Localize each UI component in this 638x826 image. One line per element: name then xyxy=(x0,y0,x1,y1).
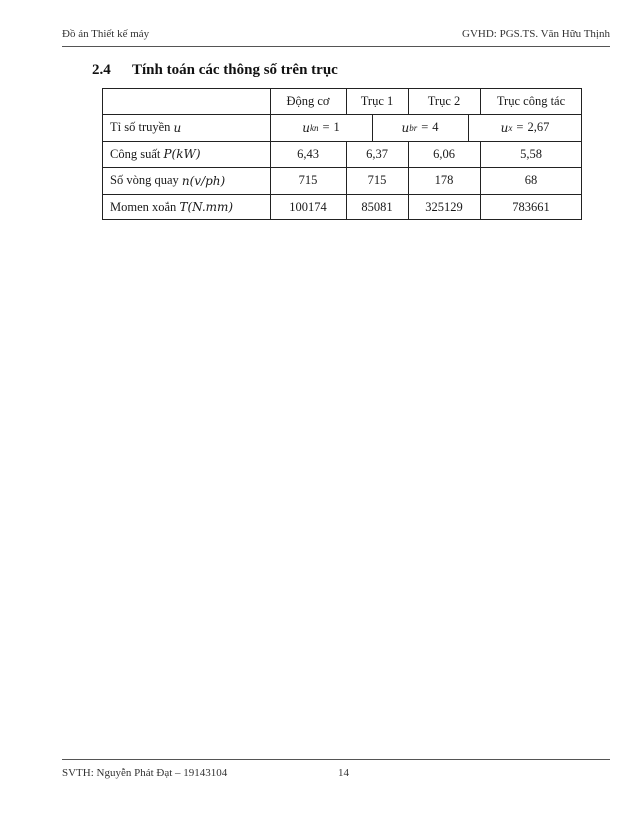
table-cell: 178 xyxy=(434,173,454,187)
ratio-value: 1 xyxy=(333,120,340,134)
table-cell: 783661 xyxy=(512,199,550,214)
row-label xyxy=(102,141,270,167)
row-label xyxy=(102,114,270,141)
table-column-divider xyxy=(346,88,347,114)
ratio-symbol: u xyxy=(401,120,410,135)
table-cell: 5,58 xyxy=(520,146,542,161)
section-title: Tính toán các thông số trên trục xyxy=(132,62,338,78)
ratio-value: 2,67 xyxy=(527,120,550,134)
row-label-text: Công suất xyxy=(110,146,161,161)
ratio-subscript: kn xyxy=(309,122,319,133)
row-label-math: u xyxy=(173,120,182,135)
ratio-value-cell xyxy=(468,114,582,141)
table-row-divider xyxy=(102,141,582,142)
ratio-operator: = xyxy=(516,120,524,134)
table-column-divider xyxy=(480,88,481,114)
table-column-divider xyxy=(372,114,373,141)
column-header: Trục 2 xyxy=(427,93,461,108)
table-cell: 6,43 xyxy=(297,146,319,161)
row-label-text: Số vòng quay xyxy=(110,173,179,187)
table-cell: 6,37 xyxy=(366,146,388,161)
footer-divider xyxy=(62,759,610,760)
ratio-symbol: u xyxy=(302,120,310,135)
table-border-top xyxy=(102,88,582,89)
ratio-value-cell xyxy=(270,114,372,141)
table-row-divider xyxy=(102,167,582,168)
section-heading xyxy=(92,62,338,79)
header-course-title: Đồ án Thiết kế máy xyxy=(62,28,150,40)
column-header: Động cơ xyxy=(286,93,330,108)
table-cell: 715 xyxy=(367,173,387,187)
row-label-math: P(kW) xyxy=(163,147,201,161)
row-label xyxy=(102,194,270,220)
table-header-row xyxy=(102,88,582,114)
table-row-divider xyxy=(102,114,582,115)
row-label-math: T(N.mm) xyxy=(179,200,234,214)
row-label-text: Tỉ số truyền xyxy=(110,120,171,134)
table-border-bottom xyxy=(102,219,582,220)
table-cell: 85081 xyxy=(361,199,393,214)
table-cell: 6,06 xyxy=(433,146,455,161)
ratio-value-cell xyxy=(372,114,468,141)
ratio-subscript: br xyxy=(409,122,418,133)
page-footer xyxy=(62,767,610,783)
table-column-divider xyxy=(468,114,469,141)
table-row-divider xyxy=(102,194,582,195)
page-header xyxy=(62,28,610,44)
ratio-symbol: u xyxy=(500,120,509,135)
table-row xyxy=(102,141,582,167)
table-column-divider xyxy=(480,141,481,220)
ratio-operator: = xyxy=(322,120,330,134)
table-row xyxy=(102,167,582,194)
row-label xyxy=(102,167,270,194)
ratio-value: 4 xyxy=(432,120,439,134)
ratio-subscript: x xyxy=(508,122,513,133)
section-number: 2.4 xyxy=(92,62,111,78)
row-label-math: n(v/ph) xyxy=(181,173,226,188)
table-border-right xyxy=(581,88,582,220)
footer-student: SVTH: Nguyễn Phát Đạt – 19143104 xyxy=(62,767,228,779)
table-cell: 715 xyxy=(298,173,318,187)
page-number: 14 xyxy=(338,767,349,779)
table-column-divider xyxy=(346,141,347,220)
table-column-divider xyxy=(270,88,271,220)
table-row xyxy=(102,194,582,220)
header-divider xyxy=(62,46,610,47)
table-border-left xyxy=(102,88,103,220)
column-header: Trục 1 xyxy=(360,93,394,108)
ratio-operator: = xyxy=(421,120,429,134)
row-label-text: Momen xoắn xyxy=(110,199,177,214)
shaft-parameters-table xyxy=(102,88,582,220)
table-cell: 325129 xyxy=(425,199,463,214)
table-column-divider xyxy=(408,88,409,114)
table-cell: 100174 xyxy=(289,199,327,214)
table-cell: 68 xyxy=(524,173,538,187)
table-column-divider xyxy=(408,141,409,220)
table-row xyxy=(102,114,582,141)
header-supervisor: GVHD: PGS.TS. Văn Hữu Thịnh xyxy=(462,28,610,40)
column-header: Trục công tác xyxy=(496,93,566,108)
